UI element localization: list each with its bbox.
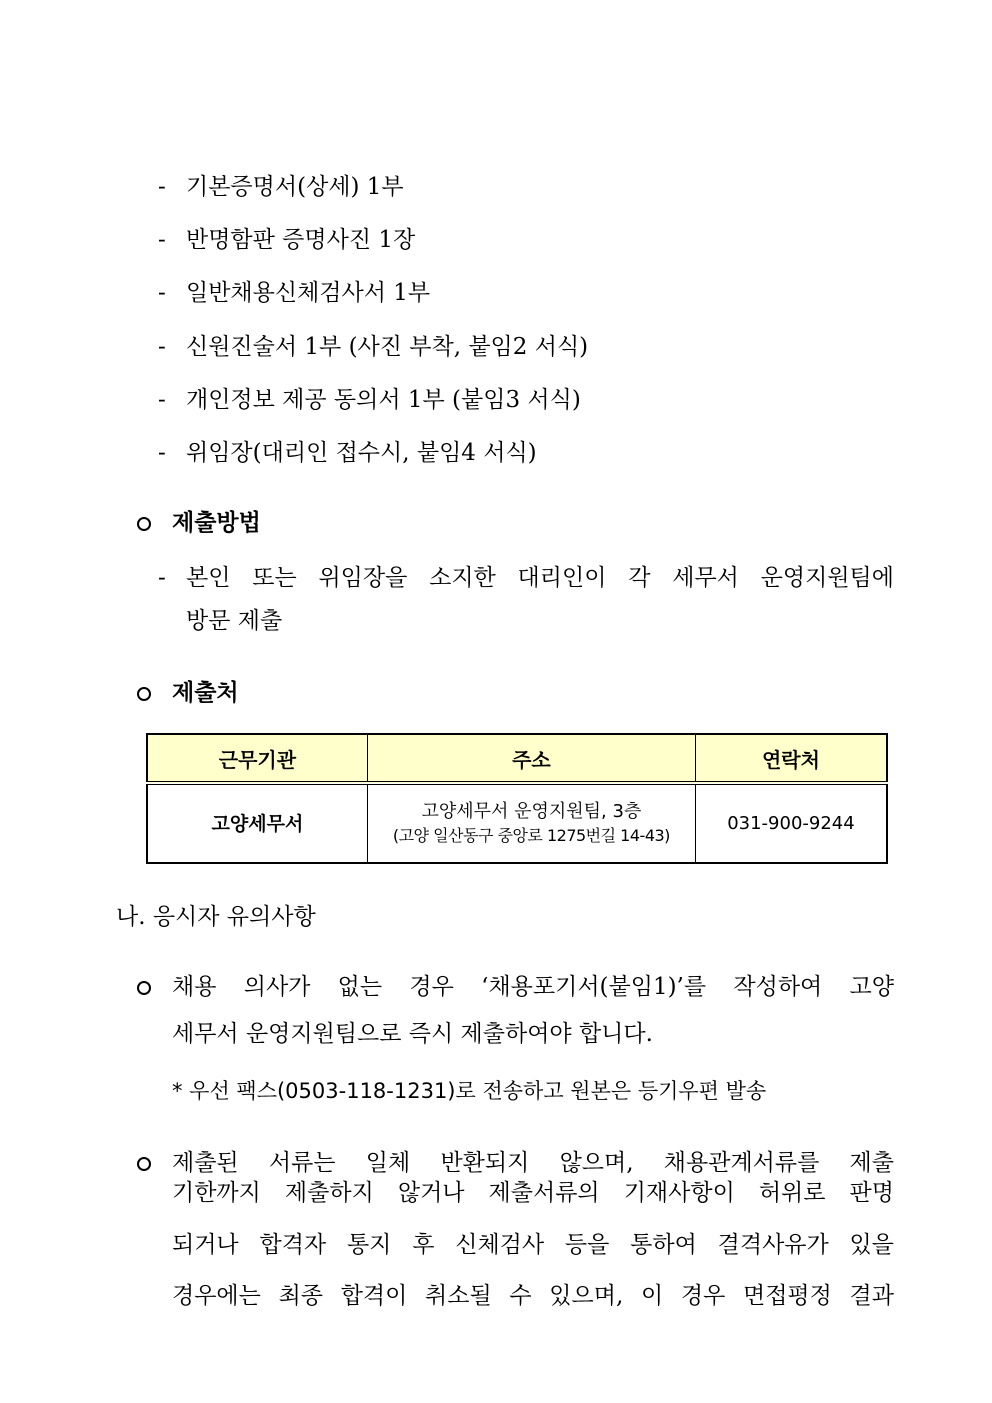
dash-marker: - bbox=[158, 565, 166, 591]
section-title: 나. 응시자 유의사항 bbox=[116, 904, 316, 930]
dash-marker: - bbox=[158, 440, 166, 466]
circle-bullet-icon bbox=[137, 981, 151, 995]
item2-line-4: 경우에는 최종 합격이 취소될 수 있으며, 이 경우 면접평정 결과 bbox=[172, 1283, 894, 1309]
dash-marker: - bbox=[158, 387, 166, 413]
circle-bullet-icon bbox=[137, 687, 151, 701]
item2-line-2: 기한까지 제출하지 않거나 제출서류의 기재사항이 허위로 판명 bbox=[172, 1180, 894, 1206]
item2-text bbox=[172, 1148, 894, 1325]
cell-office: 고양세무서 bbox=[147, 783, 367, 863]
doc-item-text: 위임장(대리인 접수시, 붙임4 서식) bbox=[186, 440, 537, 466]
table-row bbox=[147, 783, 887, 863]
dash-marker: - bbox=[158, 227, 166, 253]
item1-note: * 우선 팩스(0503-118-1231)로 전송하고 원본은 등기우편 발송 bbox=[172, 1079, 767, 1103]
doc-item-text: 반명함판 증명사진 1장 bbox=[186, 227, 416, 253]
address-line-1: 고양세무서 운영지원팀, 3층 bbox=[421, 800, 642, 822]
address-line-2: (고양 일산동구 중앙로 1275번길 14-43) bbox=[392, 825, 670, 845]
doc-item-text: 일반채용신체검사서 1부 bbox=[186, 280, 431, 306]
circle-bullet-icon bbox=[137, 1157, 151, 1171]
cell-phone: 031-900-9244 bbox=[695, 783, 887, 863]
doc-item-text: 신원진술서 1부 (사진 부착, 붙임2 서식) bbox=[186, 334, 589, 360]
item1-line-2: 세무서 운영지원팀으로 즉시 제출하여야 합니다. bbox=[172, 1021, 653, 1047]
cell-address bbox=[367, 783, 695, 863]
doc-item-text: 기본증명서(상세) 1부 bbox=[186, 174, 404, 200]
item2-line-3: 되거나 합격자 통지 후 신체검사 등을 통하여 결격사유가 있을 bbox=[172, 1232, 894, 1258]
dash-marker: - bbox=[158, 280, 166, 306]
method-line-1: 본인 또는 위임장을 소지한 대리인이 각 세무서 운영지원팀에 bbox=[186, 565, 894, 591]
header-phone: 연락처 bbox=[695, 734, 887, 783]
table-header-row bbox=[147, 734, 887, 783]
method-text bbox=[186, 563, 894, 593]
item2-line-1: 제출된 서류는 일체 반환되지 않으며, 채용관계서류를 제출 bbox=[172, 1150, 894, 1176]
doc-item-text: 개인정보 제공 동의서 1부 (붙임3 서식) bbox=[186, 387, 581, 413]
header-address: 주소 bbox=[367, 734, 695, 783]
place-heading: 제출처 bbox=[172, 679, 239, 706]
header-office: 근무기관 bbox=[147, 734, 367, 783]
office-table bbox=[146, 733, 888, 864]
item1-text bbox=[172, 972, 894, 1002]
method-line-2: 방문 제출 bbox=[186, 608, 283, 634]
dash-marker: - bbox=[158, 174, 166, 200]
method-heading: 제출방법 bbox=[172, 509, 261, 536]
dash-marker: - bbox=[158, 334, 166, 360]
item1-line-1: 채용 의사가 없는 경우 ‘채용포기서(붙임1)’를 작성하여 고양 bbox=[172, 974, 894, 1000]
circle-bullet-icon bbox=[137, 517, 151, 531]
